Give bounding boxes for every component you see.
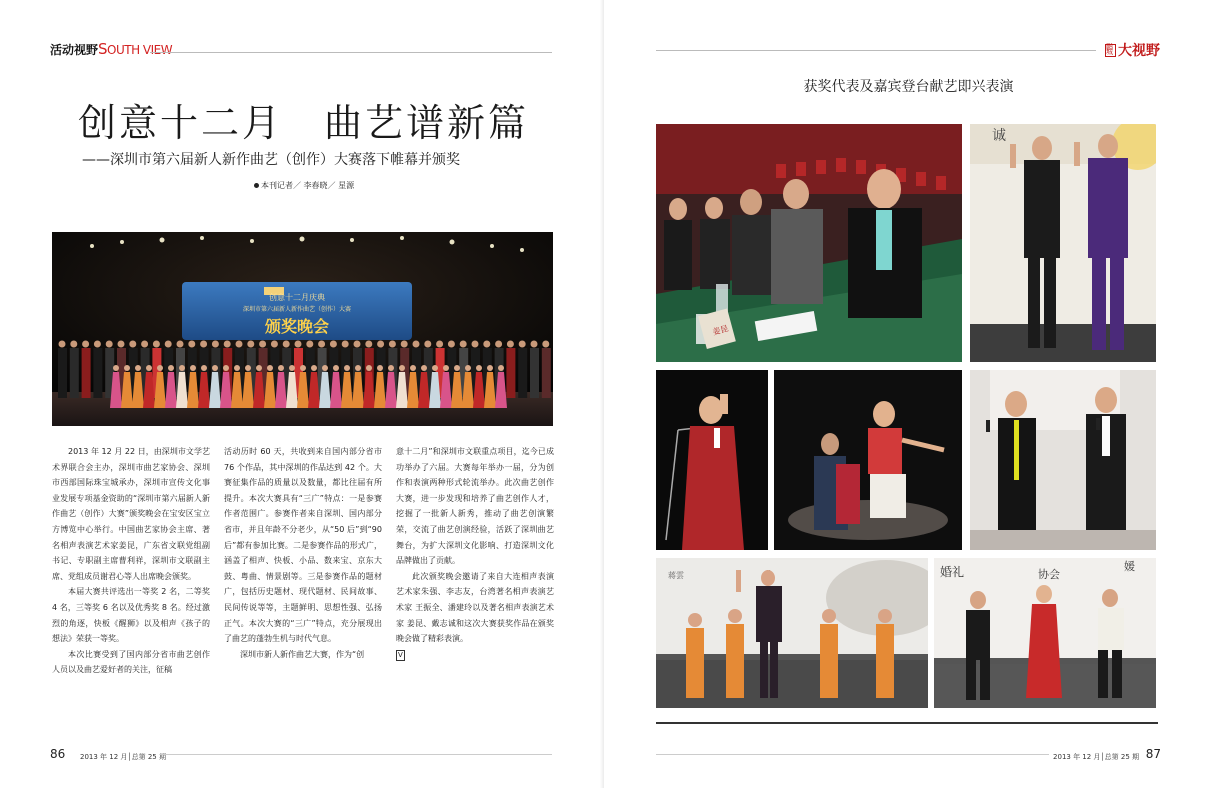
performer-head — [179, 365, 185, 371]
performer-head — [487, 365, 493, 371]
brand-logo — [1105, 40, 1160, 60]
byline-bullet — [254, 183, 259, 188]
performer-head — [141, 341, 148, 348]
performer-head — [330, 341, 337, 348]
performer-head — [94, 341, 101, 348]
performer-head — [344, 365, 350, 371]
performer-body — [542, 348, 551, 398]
performer-head — [289, 365, 295, 371]
performer-head — [118, 341, 125, 348]
performer-head — [495, 341, 502, 348]
mc-duo-art — [970, 370, 1156, 550]
performer-head — [271, 341, 278, 348]
footer-rule — [656, 754, 1049, 755]
performer-head — [165, 341, 172, 348]
performer-head — [300, 365, 306, 371]
performer-head — [507, 341, 514, 348]
performer-head — [421, 365, 427, 371]
performer-head — [236, 341, 243, 348]
article-paragraph: 深圳市新人新作曲艺大赛，作为“创 — [240, 649, 365, 659]
brand-header — [656, 40, 1160, 60]
performer-head — [201, 365, 207, 371]
backdrop-calligraphy: 婚礼 — [940, 565, 965, 579]
brand-box: 鹏城 — [1105, 44, 1116, 57]
performer-head — [146, 365, 152, 371]
header-rule — [656, 50, 1096, 51]
children-performance-photo — [656, 558, 928, 708]
performer-head — [355, 365, 361, 371]
performer-body — [506, 348, 515, 398]
stage-screen-line3: 颁奖晚会 — [264, 317, 330, 336]
performer-head — [59, 341, 66, 348]
performer-head — [256, 365, 262, 371]
performer-head — [366, 365, 372, 371]
performer-head — [234, 365, 240, 371]
performer-head — [200, 341, 207, 348]
performer-head — [124, 365, 130, 371]
performer-head — [212, 365, 218, 371]
performer-body — [518, 348, 527, 398]
byline-text: 本刊记者／ 李春晓／ 星源 — [261, 181, 355, 190]
end-mark: V — [398, 650, 403, 659]
performer-head — [377, 365, 383, 371]
performer-head — [432, 365, 438, 371]
performer-head — [267, 365, 273, 371]
backdrop-calligraphy: 诚 — [992, 128, 1006, 144]
article-paragraph: 本届大赛共评选出一等奖 2 名，二等奖 4 名，三等奖 6 名以及优秀奖 8 名。经过激烈的角逐，快板《醒狮》以及相声《孩子的想法》荣获一等奖。 — [52, 587, 210, 644]
section-header — [50, 40, 552, 60]
performer-head — [498, 365, 504, 371]
header-rule — [150, 52, 552, 53]
article-subtitle: ——深圳市第六届新人新作曲艺（创作）大赛落下帷幕并颁奖 — [82, 152, 460, 168]
performer-head — [245, 365, 251, 371]
performer-head — [410, 365, 416, 371]
performer-body — [93, 348, 102, 398]
article-paragraph: 本次比赛受到了国内部分省市曲艺创作人员以及曲艺爱好者的关注，征稿 — [52, 649, 210, 675]
performer-head — [354, 341, 361, 348]
performer-head — [377, 341, 384, 348]
footer-rule — [160, 754, 552, 755]
performer-head — [259, 341, 266, 348]
performer-head — [454, 365, 460, 371]
article-paragraph-cont: 活动历时 60 天，共收到来自国内部分省市 76 个作品，其中深圳的作品达到 42 个。大赛征集作品的质量以及数量，都比往届有所提升。本次大赛具有“三广”特点：一是参赛作者范围广。参赛作者来自深圳、国内部分省市，并且年龄不分老少，从“50 后”到“90 后”都有参加比赛。二是参赛作品的形式广，涵盖了相声、快板、小品、数来宝、京东大鼓、粤曲、情景剧等。三是参赛作品的题材广，包括历史题材、现代题材、民间故事、民间传说等等，主题鲜明、思想性强、弘扬正气。本次大赛的“三广”特点，充分展现出了曲艺的蓬勃生机与时代气息。 — [224, 447, 382, 644]
performer-head — [465, 365, 471, 371]
performer-head — [476, 365, 482, 371]
article-byline — [254, 180, 354, 191]
article-paragraph: 2013 年 12 月 22 日，由深圳市文学艺术界联合会主办，深圳市曲艺家协会、深圳市西部国际珠宝城承办，深圳市宣传文化事业发展专项基金资助的“深圳市第六届新人新作曲艺（创作）大赛”颁奖晚会在宝安区宝立方博览中心举行。中国曲艺家协会主席、著名相声表演艺术家姜昆，广东省文联党组副书记、专职副主席曹利祥，深圳市文联副主席、党组成员谢君心等人出席晚会颁奖。 — [52, 447, 210, 581]
hosts-photo-art — [970, 124, 1156, 362]
performer-head — [224, 341, 231, 348]
trio-performance-art — [934, 558, 1156, 708]
performer-head — [318, 341, 325, 348]
performer-head — [157, 365, 163, 371]
performer-head — [129, 341, 136, 348]
performer-head — [399, 365, 405, 371]
performer-head — [153, 341, 160, 348]
section-initial: S — [98, 40, 108, 58]
page-number: 87 — [1145, 747, 1161, 761]
article-paragraph-cont: 意十二月”和深圳市文联重点项目，迄今已成功举办了六届。大赛每年举办一届，分为创作和表演两种形式轮流举办。此次曲艺创作大赛，进一步发现和培养了曲艺创作人才，挖掘了一批新人新秀，推动了曲艺创演繁荣，交流了曲艺创演经验，活跃了深圳曲艺舞台，为扩大深圳文化影响、打造深圳文化品牌做出了贡献。 — [396, 447, 554, 566]
performer-head — [436, 341, 443, 348]
performer-head — [460, 341, 467, 348]
performer-body — [70, 348, 79, 398]
performer-body — [530, 348, 539, 398]
performer-head — [135, 365, 141, 371]
performer-head — [177, 341, 184, 348]
audience-photo — [656, 124, 962, 362]
performer-head — [483, 341, 490, 348]
bottom-rule — [656, 722, 1158, 724]
issue-info: 2013 年 12 月│总第 25 期 — [80, 753, 166, 761]
hosts-photo — [970, 124, 1156, 362]
performer-head — [365, 341, 372, 348]
nameplate-text: 姜昆 — [711, 323, 730, 337]
performer-red-gown-art — [656, 370, 768, 550]
article-column-3 — [396, 444, 554, 662]
seated-duo-art — [774, 370, 962, 550]
performer-head — [401, 341, 408, 348]
performer-head — [306, 341, 313, 348]
performer-head — [223, 365, 229, 371]
performer-head — [113, 365, 119, 371]
backdrop-calligraphy: 蒋雲 — [668, 571, 684, 580]
children-performance-art — [656, 558, 928, 708]
performer-head — [519, 341, 526, 348]
mc-duo-photo — [970, 370, 1156, 550]
performer-head — [531, 341, 538, 348]
article-paragraph: 此次颁奖晚会邀请了来自大连相声表演艺术家朱强、李志友，台湾著名相声表演艺术家 王振全、潘建玲以及著名相声表演艺术家 姜昆、戴志诚和这次大赛获奖作品在颁奖晚会做了精彩表演。 — [396, 571, 554, 644]
performer-head — [542, 341, 549, 348]
section-name: 活动视野 — [50, 43, 99, 57]
backdrop-calligraphy: 协会 — [1038, 568, 1060, 581]
performer-head — [448, 341, 455, 348]
performer-body — [58, 348, 67, 398]
performer-head — [443, 365, 449, 371]
stage-group-photo-art — [52, 232, 553, 426]
article-column-2 — [224, 444, 382, 662]
performer-head — [389, 341, 396, 348]
performer-head — [188, 341, 195, 348]
article-column-1 — [52, 444, 210, 678]
brand-text: 大视野 — [1118, 43, 1160, 59]
performer-head — [70, 341, 77, 348]
performer-head — [311, 365, 317, 371]
performer-head — [283, 341, 290, 348]
article-title: 创意十二月 曲艺谱新篇 — [78, 101, 530, 145]
performer-body — [82, 348, 91, 398]
performer-head — [190, 365, 196, 371]
performer-head — [424, 341, 431, 348]
performer-head — [342, 341, 349, 348]
performer-head — [388, 365, 394, 371]
performer-head — [333, 365, 339, 371]
performer-head — [212, 341, 219, 348]
performer-head — [278, 365, 284, 371]
performer-head — [322, 365, 328, 371]
audience-photo-art — [656, 124, 962, 362]
performer-head — [168, 365, 174, 371]
stage-screen-line1: 创意十二月庆典 — [269, 293, 325, 302]
trio-performance-photo — [934, 558, 1156, 708]
page-number: 86 — [50, 747, 66, 761]
performer-head — [295, 341, 302, 348]
right-page — [604, 0, 1208, 788]
stage-group-photo — [52, 232, 553, 426]
issue-info: 2013 年 12 月│总第 25 期 — [1053, 753, 1139, 761]
stage-screen-line2: 深圳市第六届新人新作曲艺（创作）大赛 — [242, 306, 352, 313]
backdrop-calligraphy: 媛 — [1124, 560, 1135, 573]
performer-head — [82, 341, 89, 348]
seated-duo-photo — [774, 370, 962, 550]
section-rest: OUTH VIEW — [107, 43, 173, 57]
performer-head — [413, 341, 420, 348]
performer-head — [247, 341, 254, 348]
section-name-english — [98, 40, 172, 58]
performer-head — [106, 341, 113, 348]
performer-red-gown-photo — [656, 370, 768, 550]
photo-caption: 获奖代表及嘉宾登台献艺即兴表演 — [803, 79, 1014, 95]
performer-head — [472, 341, 479, 348]
